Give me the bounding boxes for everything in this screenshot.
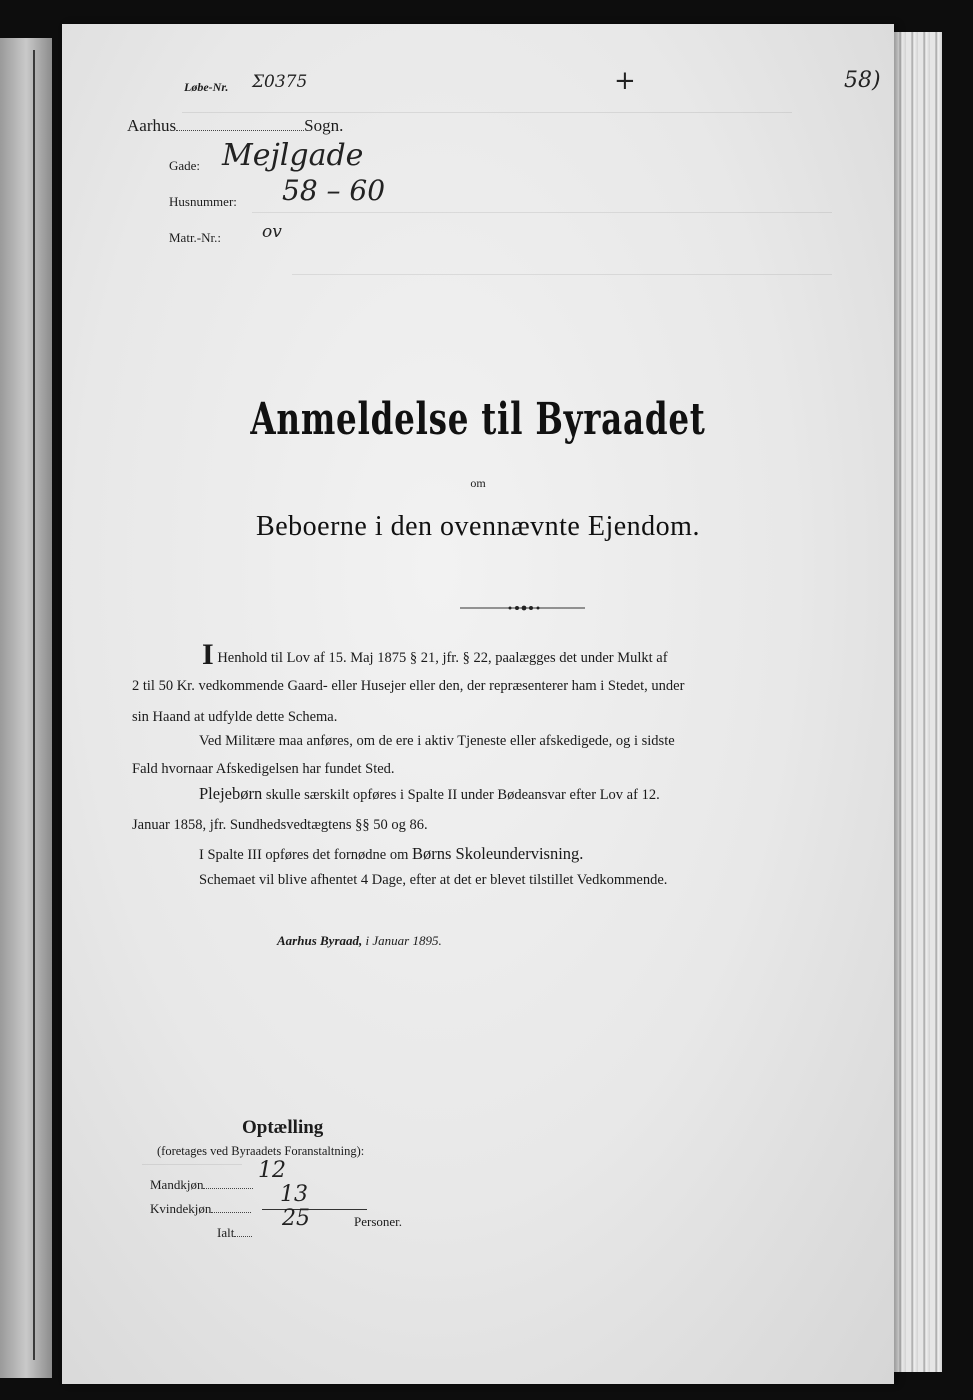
show-through-line — [142, 1164, 242, 1165]
gade-value: Mejlgade — [222, 138, 364, 173]
personer-label: Personer. — [354, 1214, 403, 1229]
text-line: Henhold til Lov af 15. Maj 1875 § 21, jfr. § 22, paalægges det under Mulkt af — [217, 650, 668, 666]
signature-line — [277, 933, 442, 949]
ialt-value: 25 — [282, 1206, 310, 1231]
show-through-line — [292, 274, 832, 275]
paragraph-1-line-3: sin Haand at udfylde dette Schema. — [132, 709, 338, 725]
count-subtitle: (foretages ved Byraadets Foranstaltning): — [157, 1144, 365, 1158]
kvindekjon-value: 13 — [280, 1182, 308, 1207]
dotted-leader — [234, 1224, 252, 1237]
aarhus-sogn-field — [127, 116, 343, 136]
ialt-label: Ialt — [217, 1225, 235, 1240]
ialt-row — [217, 1224, 252, 1241]
emphasis-skoleundervisning: Børns Skoleundervisning. — [412, 844, 584, 863]
margin-mark: + — [614, 66, 636, 96]
text-line: skulle særskilt opføres i Spalte II under Bødeansvar efter Lov af 12. — [265, 787, 660, 803]
count-title: Optælling — [242, 1117, 324, 1138]
kvindekjon-label: Kvindekjøn — [150, 1201, 212, 1216]
gade-label: Gade: — [169, 158, 201, 173]
paragraph-1-line-2: 2 til 50 Kr. vedkommende Gaard- eller Husejer eller den, der repræsenterer ham i Stedet, under — [132, 678, 685, 694]
dotted-leader — [211, 1200, 251, 1213]
signature-org: Aarhus Byraad, — [277, 933, 363, 948]
lobe-nr-label: Løbe-Nr. — [184, 80, 229, 94]
paragraph-4 — [199, 846, 583, 863]
sogn-blank — [176, 118, 304, 131]
husnummer-value: 58 – 60 — [282, 174, 386, 207]
document-subtitle: Beboerne i den ovennævnte Ejendom. — [256, 511, 700, 542]
show-through-line — [252, 212, 832, 213]
mandkjon-value: 12 — [258, 1158, 286, 1183]
show-through-line — [182, 112, 792, 113]
matr-value: ov — [262, 222, 282, 242]
paragraph-2-line-2: Fald hvornaar Afskedigelsen har fundet Sted. — [132, 761, 395, 777]
lobe-nr-value: Σ0375 — [252, 72, 308, 92]
matr-label: Matr.-Nr.: — [169, 230, 221, 245]
ornament-divider — [460, 604, 585, 612]
document-page — [62, 24, 894, 1384]
mandkjon-label: Mandkjøn — [150, 1177, 204, 1192]
dotted-leader — [203, 1176, 253, 1189]
emphasis-plejeborn: Plejebørn — [199, 784, 263, 803]
paragraph-1-line-1 — [202, 640, 668, 670]
paragraph-5: Schemaet vil blive afhentet 4 Dage, efter at det er blevet tilstillet Vedkommende. — [199, 872, 668, 888]
husnummer-label: Husnummer: — [169, 194, 237, 209]
sum-underline — [262, 1209, 367, 1210]
signature-date: i Januar 1895. — [365, 933, 442, 948]
left-page-edge — [0, 38, 52, 1378]
paragraph-3-line-1 — [199, 786, 660, 803]
aarhus-label: Aarhus — [127, 116, 177, 135]
corner-mark: 58) — [844, 68, 881, 93]
paragraph-3-line-2: Januar 1858, jfr. Sundhedsvedtægtens §§ 50 og 86. — [132, 817, 428, 833]
text-line: I Spalte III opføres det fornødne om — [199, 847, 409, 863]
kvindekjon-row — [150, 1200, 251, 1217]
drop-initial: I — [202, 638, 214, 671]
binding-line — [33, 50, 35, 1360]
sogn-label: Sogn. — [304, 116, 344, 135]
title-connector: om — [470, 476, 486, 490]
paragraph-2-line-1: Ved Militære maa anføres, om de ere i aktiv Tjeneste eller afskedigede, og i sidste — [199, 733, 675, 749]
mandkjon-row — [150, 1176, 253, 1193]
document-title: Anmeldelse til Byraadet — [250, 394, 706, 445]
